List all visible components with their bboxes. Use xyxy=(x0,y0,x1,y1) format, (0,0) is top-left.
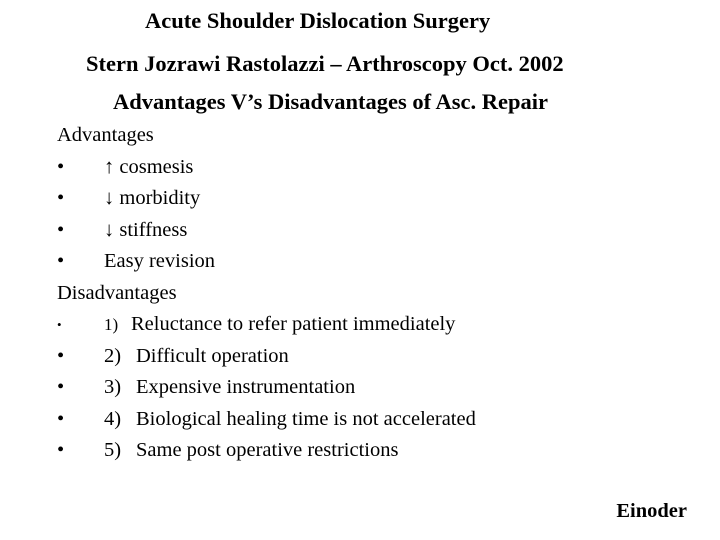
bullet-icon: • xyxy=(57,317,62,332)
disadvantage-item xyxy=(57,309,697,341)
advantage-item xyxy=(57,152,697,184)
disadvantage-text xyxy=(104,435,398,467)
bullet-icon: • xyxy=(57,344,65,367)
disadvantage-item xyxy=(57,372,697,404)
item-number: 2) xyxy=(104,344,122,367)
disadvantage-item xyxy=(57,341,697,373)
advantage-text: ↓ stiffness xyxy=(104,218,188,241)
disadvantage-item xyxy=(57,404,697,436)
disadvantage-text xyxy=(104,404,476,436)
disadvantage-text xyxy=(104,372,355,404)
bullet-icon: • xyxy=(57,187,65,209)
item-number: 3) xyxy=(104,376,122,398)
item-label: Expensive instrumentation xyxy=(136,376,356,398)
advantage-text: Easy revision xyxy=(104,250,216,272)
author-footer: Einoder xyxy=(616,500,687,522)
title-line-3: Advantages V’s Disadvantages of Asc. Repair xyxy=(113,89,549,114)
advantage-item xyxy=(57,215,697,247)
bullet-icon: • xyxy=(57,218,65,241)
item-label: Difficult operation xyxy=(136,344,289,367)
bullet-icon: • xyxy=(57,376,65,398)
bullet-icon: • xyxy=(57,155,65,178)
title-line-1: Acute Shoulder Dislocation Surgery xyxy=(145,8,491,33)
item-label: Reluctance to refer patient immediately xyxy=(131,313,456,335)
slide-body xyxy=(57,120,697,467)
item-label: Same post operative restrictions xyxy=(136,439,399,461)
bullet-icon: • xyxy=(57,439,65,461)
disadvantage-text xyxy=(104,341,289,373)
item-number: 5) xyxy=(104,439,122,461)
advantage-item xyxy=(57,183,697,215)
item-label: Biological healing time is not accelerated xyxy=(136,407,476,430)
bullet-icon: • xyxy=(57,407,65,430)
title-line-2: Stern Jozrawi Rastolazzi – Arthroscopy Oct. 2002 xyxy=(86,51,564,76)
item-number: 4) xyxy=(104,407,122,430)
advantage-text: ↓ morbidity xyxy=(104,187,201,209)
disadvantage-item xyxy=(57,435,697,467)
item-number: 1) xyxy=(104,315,119,334)
disadvantages-heading: Disadvantages xyxy=(57,281,177,304)
advantage-item xyxy=(57,246,697,278)
disadvantage-text xyxy=(104,309,455,341)
advantages-heading: Advantages xyxy=(57,124,154,146)
advantage-text: ↑ cosmesis xyxy=(104,155,194,178)
bullet-icon: • xyxy=(57,250,65,272)
